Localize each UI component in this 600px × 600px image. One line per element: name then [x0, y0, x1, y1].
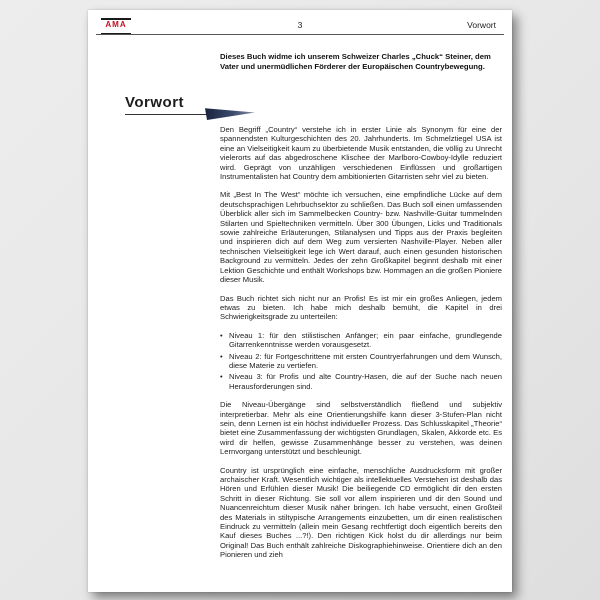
list-item-niveau-3 [220, 372, 502, 391]
list-item-niveau-2 [220, 352, 502, 371]
list-item-text: Niveau 1: für den stilistischen Anfänger; ein paar einfache, grundlegende Gitarrenkenntnisse werden vorausgesetzt. [229, 330, 502, 350]
header-section-title: Vorwort [467, 20, 496, 30]
list-item-text: Niveau 2: für Fortgeschrittene mit ersten Countryerfahrungen und dem Wunsch, diese Materie zu vertiefen. [229, 351, 502, 370]
paragraph-country-expression: Country ist ursprünglich eine einfache, menschliche Ausdrucksform mit großer archaischer Kraft. Wesentlich wichtiger als intellektuelles Verstehen ist deshalb das Hören und Erfühlen dieser Musik! Die beiliegende CD ermöglicht dir den ersten Schritt in dieser Richtung. Sie soll vor allem inspirieren und dir den Sound und Nuancenreichtum dieser Musik näher bringen. Ich habe versucht, einen Großteil des Materials in stiltypische Arrangements einzubetten, um dir einen realistischen Eindruck zu vermitteln (allein mein Gesang rechtfertigt doch eigentlich bereits den Kauf dieses Buches ...?!). Den richtigen Kick holst du dir allerdings nur beim Original! Das Buch enthält zahlreiche Diskographiehinweise. Orientiere dich an den Pionieren und zieh [220, 465, 502, 560]
bullet-icon: • [220, 351, 223, 361]
bullet-icon: • [220, 372, 223, 382]
paragraph-intro-country: Den Begriff „Country“ verstehe ich in erster Linie als Synonym für eine der spannendsten Kulturgeschichten des 20. Jahrhunderts. Im Schmelztiegel USA ist eine an Vielseitigkeit kaum zu überbietende Musik entstanden, die völlig zu Unrecht vielerorts auf das abgedroschene Klischee der Marlboro-Cowboy-Idylle reduziert wird. Geprägt von unzähligen verschiedenen Einflüssen und großartigen Instrumentalisten hat Country dem ambitionierten Gitarristen sehr viel zu bieten. [220, 125, 502, 182]
chapter-title: Vorwort [125, 94, 218, 115]
list-item-text: Niveau 3: für Profis und alte Country-Hasen, die auf der Suche nach neuen Herausforderungen sind. [229, 372, 502, 391]
paragraph-best-in-the-west: Mit „Best In The West“ möchte ich versuchen, eine empfindliche Lücke auf dem deutschsprachigen Lehrbuchsektor zu schließen. Das Buch soll einen umfassenden Überblick aller sich im Sammelbecken Country- bzw. Nashville-Guitar tummelnden Stilarten und Spieltechniken vermitteln. Über 300 Übungen, Licks und Traditionals sowie zahlreiche Erläuterungen, Stilanalysen und Tipps aus der Praxis begleiten und inspirieren dich auf dem Weg zum versierten Nashville-Player. Neben aller technischen Vielseitigkeit lege ich Wert darauf, auch einen gesunden historischen Background zu vermitteln. Jedes der zehn Großkapitel beginnt deshalb mit einer Lektion Geschichte und enthält Workshops bzw. Hommagen an die großen Pioniere dieser Musik. [220, 190, 502, 285]
body-text-column [220, 125, 502, 569]
paragraph-difficulty-intro: Das Buch richtet sich nicht nur an Profis! Es ist mir ein großes Anliegen, jedem etwas zu bieten. Ich habe mich deshalb bemüht, die Kapitel in drei Schwierigkeitsgrade zu unterteilen: [220, 293, 502, 322]
book-page [88, 10, 512, 592]
dedication-text: Dieses Buch widme ich unserem Schweizer Charles „Chuck“ Steiner, dem Vater und unermüdlichen Förderer der Europäischen Countrybewegung. [220, 52, 491, 71]
header-rule [96, 34, 504, 35]
publisher-logo-text: AMA [105, 20, 127, 29]
chapter-title-row [125, 94, 255, 115]
paragraph-level-transitions: Die Niveau-Übergänge sind selbstverständlich fließend und subjektiv interpretierbar. Mehr als eine Orientierungshilfe kann dieser 3-Stufen-Plan nicht sein, denn Lernen ist ein höchst individueller Prozess. Das Schlusskapitel „Theorie“ bietet eine Zusammenfassung der wichtigsten Grundlagen, Skalen, Akkorde etc. Es wird dir helfen, gewisse Zusammenhänge besser zu verstehen, was deinen Lernvorgang unterstützt und beschleunigt. [220, 400, 502, 457]
page-number: 3 [297, 20, 303, 30]
difficulty-levels-list [220, 331, 502, 391]
list-item-niveau-1 [220, 331, 502, 350]
bullet-icon: • [220, 330, 223, 340]
title-swoosh-graphic [205, 107, 255, 120]
